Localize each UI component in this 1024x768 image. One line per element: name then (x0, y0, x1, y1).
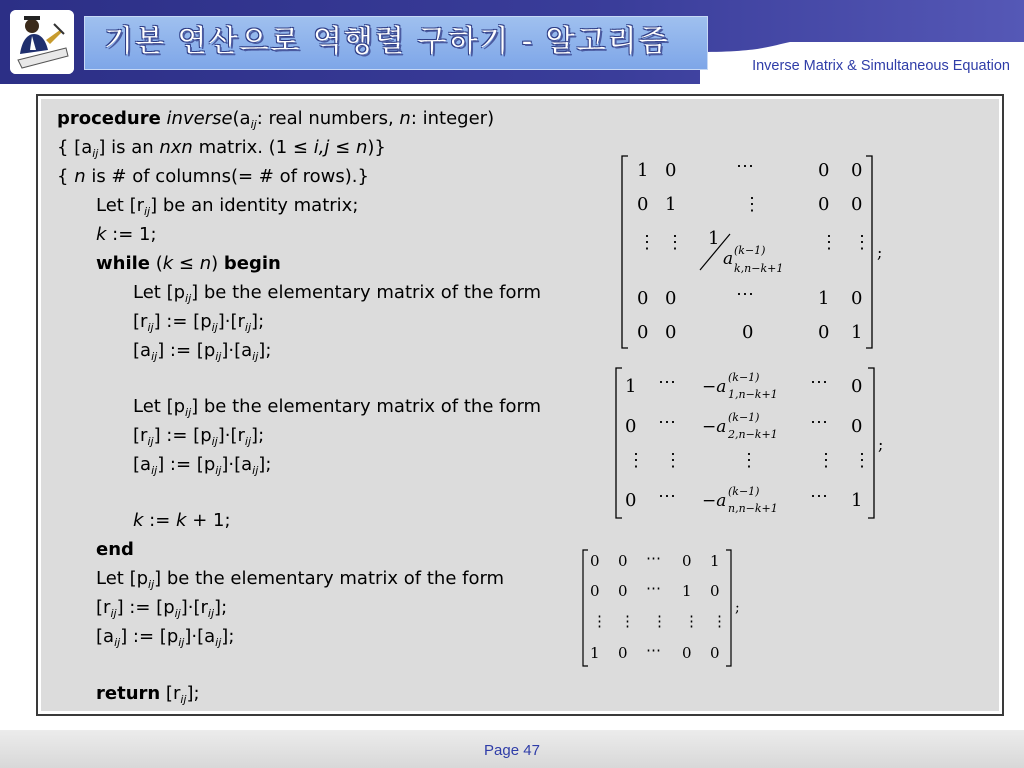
matrix-cell: 0 (682, 644, 692, 662)
matrix-cell: 1 (682, 582, 692, 600)
matrix-cell: 1 (637, 160, 649, 181)
superscript: (k−1) (728, 485, 760, 498)
fraction-base: a (723, 249, 734, 269)
matrix-cell: 0 (851, 376, 863, 397)
matrix-cell: 0 (590, 582, 600, 600)
let-p-line-1: Let $[p_{ij}]$ be the elementary matrix of the form (133, 282, 542, 305)
matrix-cell: ⋮ (853, 450, 871, 471)
matrix-terminator: ; (877, 243, 883, 262)
superscript: (k−1) (728, 411, 760, 424)
neg-a-term: −a (702, 377, 727, 397)
matrix-cell: ⋮ (592, 612, 607, 630)
matrix-cell: ⋮ (743, 194, 761, 215)
matrix-cell: 1 (818, 288, 830, 309)
matrix-left-bracket (622, 156, 628, 348)
r-assign-line-1: $[r_{ij}]$ := $[p_{ij}]\cdot[r_{ij}]$; (133, 311, 265, 334)
matrix-cell: ⋯ (646, 641, 661, 659)
matrix-cell: 1 (710, 552, 720, 570)
return-line: return $[r_{ij}]$; (96, 683, 200, 706)
k-increment-line: k := k + 1; (133, 510, 231, 531)
matrix-cell: ⋮ (853, 232, 871, 253)
comment-columns: { n is # of columns(= # of rows).} (57, 166, 369, 187)
matrix-cell: 0 (625, 416, 637, 437)
writer-at-desk-icon (10, 10, 74, 74)
init-k-line: k := 1; (96, 224, 157, 245)
matrix-cell: ⋯ (810, 412, 828, 433)
matrix-cell: ⋮ (652, 612, 667, 630)
matrix-cell: ⋯ (810, 372, 828, 393)
let-p-line-3: Let $[p_{ij}]$ be the elementary matrix of the form (96, 568, 505, 591)
matrix-cell: 1 (590, 644, 600, 662)
a-assign-line-2: $[a_{ij}]$ := $[p_{ij}]\cdot[a_{ij}]$; (133, 454, 272, 477)
matrix-cell: 0 (710, 582, 720, 600)
matrix-cell: ⋮ (666, 232, 684, 253)
matrix-cell: 0 (818, 194, 830, 215)
slide-subtitle: Inverse Matrix & Simultaneous Equation (752, 58, 1010, 74)
matrix-cell: ⋮ (664, 450, 682, 471)
neg-a-term: −a (702, 491, 727, 511)
matrix-cell: 1 (851, 322, 863, 343)
matrix-cell: 0 (851, 160, 863, 181)
end-line: end (96, 539, 134, 560)
matrix-cell: 0 (618, 644, 628, 662)
matrix-cell: ⋮ (820, 232, 838, 253)
matrix-cell: 0 (637, 194, 649, 215)
neg-a-term: −a (702, 417, 727, 437)
page-number: Page 47 (484, 742, 540, 759)
fraction-superscript: (k−1) (734, 244, 766, 257)
matrix-cell: 0 (665, 160, 677, 181)
matrix-cell: ⋯ (810, 486, 828, 507)
matrix-cell: ⋮ (712, 612, 727, 630)
init-identity-line: Let $[r_{ij}]$ be an identity matrix; (96, 195, 359, 218)
procedure-line: procedure $inverse(a_{ij}$: real numbers, n: integer) (57, 108, 495, 131)
let-p-line-2: Let $[p_{ij}]$ be the elementary matrix of the form (133, 396, 542, 419)
r-assign-line-2: $[r_{ij}]$ := $[p_{ij}]\cdot[r_{ij}]$; (133, 425, 265, 448)
matrix-cell: 1 (625, 376, 637, 397)
matrix-cell: ⋯ (646, 579, 661, 597)
matrix-cell: 1 (665, 194, 677, 215)
matrix-cell: ⋯ (736, 156, 754, 177)
matrix-cell: 0 (618, 552, 628, 570)
matrix-cell: ⋮ (817, 450, 835, 471)
matrix-cell: 0 (710, 644, 720, 662)
matrix-cell: ⋯ (658, 412, 676, 433)
while-line: while (k ≤ n) begin (96, 253, 281, 274)
matrix-cell: 0 (637, 322, 649, 343)
matrix-cell: ⋮ (627, 450, 645, 471)
a-assign-line-3: $[a_{ij}]$ := $[p_{ij}]\cdot[a_{ij}]$; (96, 626, 235, 649)
matrix-left-bracket (616, 368, 622, 518)
matrix-left-bracket (583, 550, 588, 666)
matrix-cell: 0 (682, 552, 692, 570)
r-assign-line-3: $[r_{ij}]$ := $[p_{ij}]\cdot[r_{ij}]$; (96, 597, 228, 620)
matrix-cell: 0 (665, 322, 677, 343)
matrix-cell: 0 (625, 490, 637, 511)
matrix-cell: ⋯ (736, 284, 754, 305)
superscript: (k−1) (728, 371, 760, 384)
matrix-cell: 0 (851, 288, 863, 309)
matrix-terminator: ; (878, 435, 884, 454)
matrix-cell: 0 (618, 582, 628, 600)
slide-title: 기본 연산으로 역행렬 구하기 - 알고리즘 (104, 24, 670, 59)
matrix-cell: 0 (637, 288, 649, 309)
matrix-cell: ⋮ (740, 450, 758, 471)
a-assign-line-1: $[a_{ij}]$ := $[p_{ij}]\cdot[a_{ij}]$; (133, 340, 272, 363)
subscript: 1,n−k+1 (728, 388, 778, 401)
matrix-cell: 0 (818, 160, 830, 181)
matrix-cell: ⋮ (638, 232, 656, 253)
subscript: 2,n−k+1 (728, 428, 778, 441)
matrix-cell: ⋯ (658, 372, 676, 393)
matrix-cell: 1 (851, 490, 863, 511)
matrix-terminator: ; (735, 600, 740, 616)
matrix-cell: 0 (818, 322, 830, 343)
fraction-subscript: k,n−k+1 (734, 262, 784, 275)
matrix-cell: 0 (851, 194, 863, 215)
fraction-numerator: 1 (708, 228, 720, 249)
matrix-row-elimination (610, 364, 892, 522)
matrix-cell: 0 (590, 552, 600, 570)
matrix-cell: 0 (665, 288, 677, 309)
subscript: n,n−k+1 (728, 502, 778, 515)
matrix-cell: ⋮ (620, 612, 635, 630)
matrix-reversal (578, 546, 748, 670)
matrix-cell: ⋯ (646, 549, 661, 567)
matrix-right-bracket (868, 368, 874, 518)
matrix-right-bracket (726, 550, 731, 666)
matrix-cell: 0 (742, 322, 754, 343)
matrix-cell: ⋮ (684, 612, 699, 630)
matrix-cell: ⋯ (658, 486, 676, 507)
matrix-cell: 0 (851, 416, 863, 437)
matrix-scale-row (618, 152, 890, 352)
comment-matrix-size: { $[a_{ij}]$ is an nxn matrix. (1 ≤ i,j ≤ n)} (57, 137, 386, 160)
